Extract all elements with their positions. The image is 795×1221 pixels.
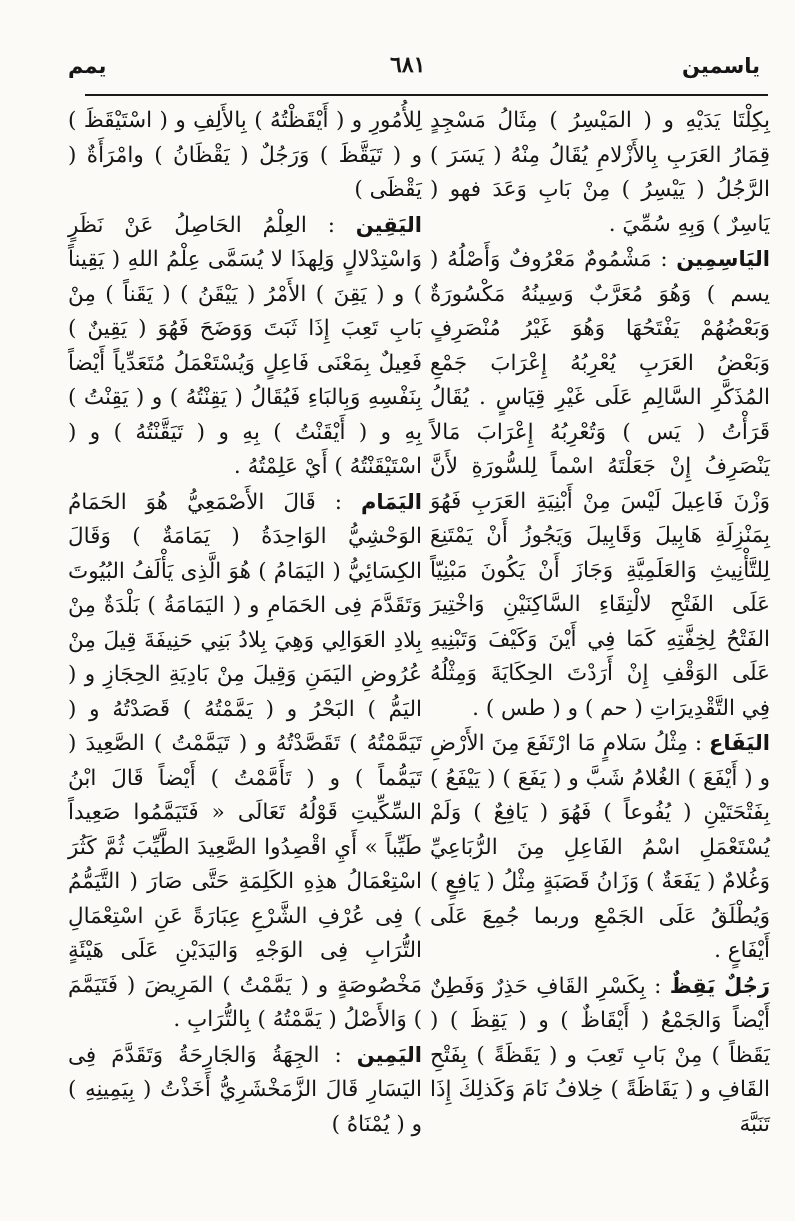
entry-headword: اليَقِين: [355, 212, 422, 237]
entry-text: : قَالَ الأَصْمَعِيُّ هُوَ الحَمَامُ الوَحْشِيُّ الوَاحِدَةُ ( يَمَامَةٌ ) وَقَالَ الكِسَائِيُّ ( اليَمَامُ ) هُوَ الَّذِى يَأْلَفُ البُيُوتَ وَتَقَدَّمَ فِى الحَمَامِ و ( اليَمَامَةُ ) بَلْدَةٌ مِنْ بِلادِ العَوَالِي وَهِيَ بِلادُ بَنِي حَنِيفَةَ قِيلَ مِنْ عُرُوضِ اليَمَنِ وَقِيلَ مِنْ بَادِيَةِ الحِجَازِ و ( اليَمُّ ) البَحْرُ و ( يَمَّمْتُهُ ) قَصَدْتُهُ و ( تَيَمَّمْتُهُ ) تَقَصَّدْتُهُ و ( تَيَمَّمْتُ ) الصَّعِيدَ ( تَيَمُّماً ) و ( تَأَمَّمْتُ ) أَيْضاً قَالَ ابْنُ السِّكِّيتِ قَوْلُهُ تَعَالَى « فَتَيَمَّمُوا صَعِيداً طَيِّباً » أَيِ اقْصِدُوا الصَّعِيدَ الطَّيِّبَ ثُمَّ كَثُرَ اسْتِعْمَالُ هذِهِ الكَلِمَةِ حَتَّى صَارَ ( التَّيَمُّمُ ) فِى عُرْفِ الشَّرْعِ عِبَارَةً عَنِ اسْتِعْمَالِ التُّرَابِ فِى الوَجْهِ وَاليَدَيْنِ عَلَى هَيْئَةٍ مَخْصُوصَةٍ و ( يَمَّمْتُ ) المَرِيضَ ( فَتَيَمَّمَ ) وَالأَصْلُ ( يَمَّمْتُهُ ) بِالتُّرَابِ .: [68, 489, 422, 1032]
entry-text: : مِثْلُ سَلامٍ مَا ارْتَفَعَ مِنَ الأَرْضِ و ( أَيْفَعَ ) الغُلامُ شَبَّ و ( يَفَعَ ) ( يَيْفَعُ ) بِفَتْحَتَيْنِ ( يُفُوعاً ) فَهُوَ ( يَافِعٌ ) وَلَمْ يُسْتَعْمَلِ اسْمُ الفَاعِلِ مِنَ الرُّبَاعِيِّ وَغُلامٌ ( يَفَعَةٌ ) وَزَانُ قَصَبَةٍ مِثْلُ ( يَافِعٍ ) وَيُطْلَقُ عَلَى الجَمْعِ وربما جُمِعَ عَلَى أَيْفَاعٍ .: [430, 731, 770, 963]
entry-headword: اليَفَاع: [708, 731, 770, 755]
dictionary-entry: [68, 1038, 422, 1143]
entry-text: بِكِلْتَا يَدَيْهِ و ( المَيْسِرُ ) مِثَالُ مَسْجِدٍ قِمَارُ العَرَبِ بِالأَزْلامِ يُقَالُ مِنْهُ ( يَسَرَ ) الرَّجُلُ ( يَيْسِرُ ) مِنْ بَابِ وَعَدَ فهو ( يَاسِرٌ ) وَبِهِ سُمِّيَ .: [430, 108, 770, 237]
entry-text: : مَشْمُومٌ مَعْرُوفٌ وَأَصْلُهُ ( يسم ) وَهُوَ مُعَرَّبٌ وَسِينُهُ مَكْسُورَةٌ وَبَعْضُهُمْ يَفْتَحُهَا وَهُوَ غَيْرُ مُنْصَرِفٍ وَبَعْضُ العَرَبِ يُعْرِبُهُ إِعْرَابَ جَمْعِ المُذَكَّرِ السَّالِمِ عَلَى غَيْرِ قِيَاسٍ . يُقَالُ قَرَأْتُ ( يَس ) وَتُعْرِبُهُ إِعْرَابَ مَالاً يَنْصَرِفُ إِنْ جَعَلْتَهُ اسْماً لِلسُّورَةِ لأَنَّ وَزْنَ فَاعِيلَ لَيْسَ مِنْ أَبْنِيَةِ العَرَبِ فَهُوَ بِمَنْزِلَةِ هَابِيلَ وَقَابِيلَ وَيَجُوزُ أَنْ يَمْتَنِعَ لِلتَّأْنِيثِ وَالعَلَمِيَّةِ وَجَازَ أَنْ يَكُونَ مَبْنِيّاً عَلَى الفَتْحِ لالْتِقَاءِ السَّاكِنَيْنِ وَاخْتِيرَ الفَتْحُ لِخِفَّتِهِ كَمَا فِي أَيْنَ وَكَيْفَ وَتَبْنِيهِ عَلَى الوَقْفِ إِنْ أَرَدْتَ الحِكَايَةَ وَمِثْلُهُ فِي التَّقْدِيرَاتِ ( حم ) و ( طس ) .: [430, 247, 770, 721]
header-guide-word-right: ياسمين: [682, 54, 760, 78]
header-guide-word-left: يمم: [68, 54, 107, 78]
page-number: ٦٨١: [390, 52, 426, 78]
dictionary-entry: [430, 104, 770, 242]
dictionary-entry: [68, 208, 422, 485]
entry-headword: اليَمِين: [356, 1042, 422, 1067]
dictionary-entry: [430, 726, 770, 969]
entry-text: : بِكَسْرِ القَافِ حَذِرٌ وَفَطِنٌ أَيْضاً وَالجَمْعُ ( أَيْقَاظٌ ) و ( يَقِظَ ) ( يَقَظاً ) مِنْ بَابِ تَعِبَ و ( يَقَظَةً ) بِفَتْحِ القَافِ و ( يَقَاظَةً ) خِلافُ نَامَ وَكَذلِكَ إِذَا تَنَبَّهَ: [430, 973, 770, 1137]
right-column: [430, 104, 770, 1142]
entry-text: : الجِهَةُ وَالجَارِحَةُ وَتَقَدَّمَ فِى اليَسَارِ قَالَ الزَّمَخْشَرِيُّ أَخَذْتُ ( بِيَمِينِهِ ) و ( يُمْنَاهُ ): [68, 1042, 422, 1137]
entry-headword: اليَمَام: [360, 489, 422, 514]
page-header: [60, 48, 760, 88]
left-column: [68, 104, 422, 1142]
dictionary-entry: [430, 242, 770, 726]
entry-headword: رَجُلٌ يَقِظٌ: [669, 973, 770, 998]
dictionary-entry: [68, 485, 422, 1038]
dictionary-entry: [430, 969, 770, 1143]
header-divider: [85, 94, 768, 96]
entry-text: لِلأُمُورِ و ( أَيْقَظْتُهُ ) بِالأَلِفِ و ( اسْتَيْقَظَ ) و ( تَيَقَّظَ ) وَرَجُلٌ ( يَقْظَانُ ) وامْرَأَةٌ ( يَقْظَى ): [68, 108, 422, 202]
dictionary-entry: [68, 104, 422, 208]
entry-text: : العِلْمُ الحَاصِلُ عَنْ نَظَرٍ وَاسْتِدْلالٍ وَلِهذَا لا يُسَمَّى عِلْمُ اللهِ ( يَقِيناً ) و ( يَقِنَ ) الأَمْرُ ( يَيْقَنُ ) ( يَقَناً ) مِنْ بَابِ تَعِبَ إِذَا ثَبَتَ وَوَضَحَ فَهُوَ ( يَقِينٌ ) فَعِيلٌ بِمَعْنَى فَاعِلٍ وَيُسْتَعْمَلُ مُتَعَدِّياً أَيْضاً بِنَفْسِهِ وَبِالبَاءِ فَيُقَالُ ( يَقِنْتُهُ ) و ( يَقِنْتُ ) بِهِ و ( أَيْقَنْتُ ) بِهِ و ( تَيَقَّنْتُهُ ) و ( اسْتَيْقَنْتُهُ ) أَيْ عَلِمْتُهُ .: [68, 212, 422, 479]
entry-headword: اليَاسِمِين: [676, 247, 770, 271]
